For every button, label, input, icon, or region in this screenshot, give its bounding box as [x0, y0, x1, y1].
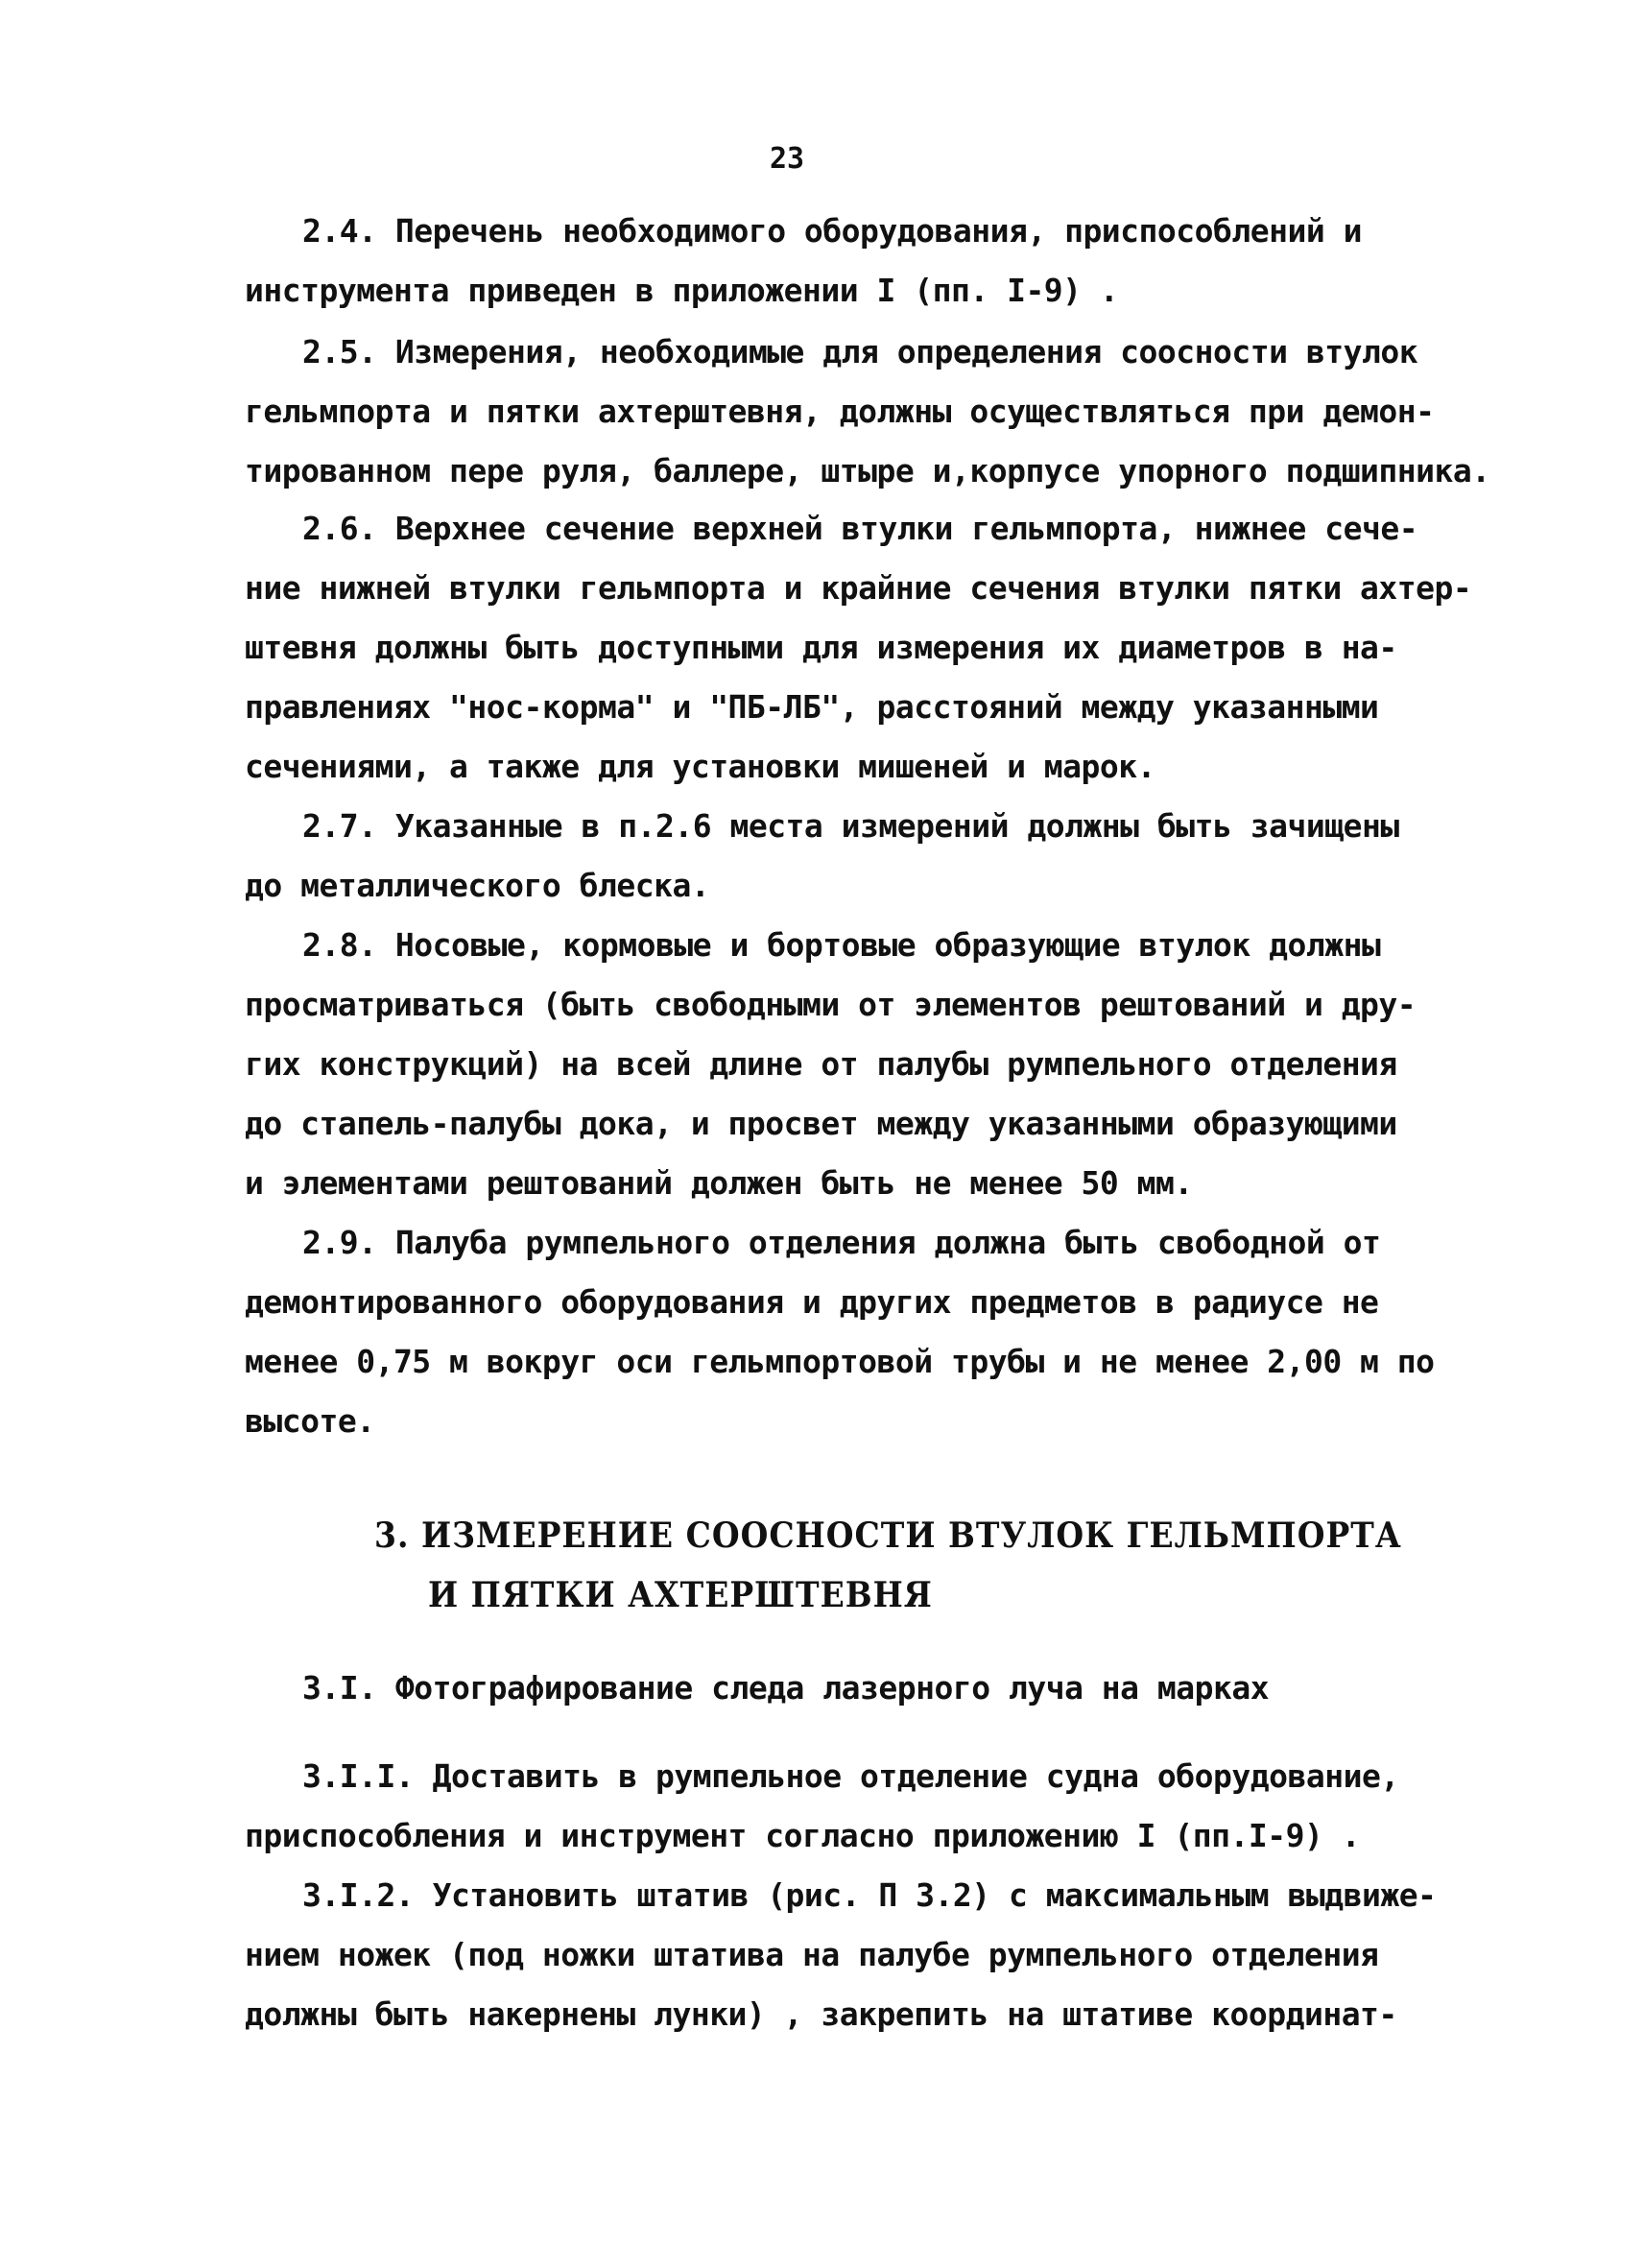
text-line: демонтированного оборудования и других предметов в радиусе не: [245, 1283, 1379, 1321]
paragraph-2-9: [245, 1213, 1454, 1451]
text-line: 3.I.I. Доставить в румпельное отделение судна оборудование,: [302, 1757, 1399, 1795]
text-line: просматриваться (быть свободными от элементов рештований и дру-: [245, 986, 1417, 1023]
text-line: гельмпорта и пятки ахтерштевня, должны осуществляться при демон-: [245, 393, 1435, 430]
text-line: штевня должны быть доступными для измерения их диаметров в на-: [245, 629, 1397, 666]
text-line: 2.4. Перечень необходимого оборудования, приспособлений и: [302, 212, 1362, 250]
subsection-title: 3.I. Фотографирование следа лазерного луча на марках: [302, 1669, 1270, 1707]
text-line: и элементами рештований должен быть не менее 50 мм.: [245, 1164, 1193, 1202]
text-line: 2.6. Верхнее сечение верхней втулки гельмпорта, нижнее сече-: [302, 510, 1418, 547]
text-line: приспособления и инструмент согласно приложению I (пп.I-9) .: [245, 1817, 1361, 1854]
text-line: 2.8. Носовые, кормовые и бортовые образующие втулок должны: [302, 926, 1381, 964]
text-line: 2.9. Палуба румпельного отделения должна быть свободной от: [302, 1224, 1381, 1261]
text-line: до стапель-палубы дока, и просвет между указанными образующими: [245, 1105, 1397, 1142]
paragraph-2-5: [245, 322, 1490, 501]
text-line: менее 0,75 м вокруг оси гельмпортовой трубы и не менее 2,00 м по: [245, 1343, 1435, 1380]
paragraph-2-6: [245, 499, 1472, 797]
text-line: 2.7. Указанные в п.2.6 места измерений должны быть зачищены: [302, 807, 1399, 845]
text-line: высоте.: [245, 1402, 375, 1440]
text-line: правлениях "нос-корма" и "ПБ-ЛБ", расстояний между указанными: [245, 688, 1379, 726]
text-line: нием ножек (под ножки штатива на палубе румпельного отделения: [245, 1936, 1379, 1973]
text-line: должны быть накернены лунки) , закрепить на штативе координат-: [245, 1995, 1397, 2033]
text-line: 2.5. Измерения, необходимые для определения соосности втулок: [302, 333, 1418, 370]
text-line: до металлического блеска.: [245, 867, 710, 904]
paragraph-3-1-1: [245, 1747, 1454, 1866]
subsection-3-1: [245, 1659, 1454, 1718]
paragraph-2-4: [245, 202, 1454, 321]
paragraph-2-8: [245, 916, 1454, 1213]
text-line: 3.I.2. Установить штатив (рис. П 3.2) с максимальным выдвиже-: [302, 1876, 1437, 1914]
paragraph-3-1-2: [245, 1866, 1454, 2044]
text-line: тированном пере руля, баллере, штыре и,корпусе упорного подшипника.: [245, 452, 1490, 489]
text-line: сечениями, а также для установки мишеней и марок.: [245, 748, 1156, 785]
text-line: ние нижней втулки гельмпорта и крайние сечения втулки пятки ахтер-: [245, 569, 1472, 607]
page-number: 23: [769, 142, 805, 176]
section-heading-line-2: И ПЯТКИ АХТЕРШТЕВНЯ: [428, 1574, 933, 1615]
text-line: инструмента приведен в приложении I (пп. I-9) .: [245, 272, 1119, 309]
paragraph-2-7: [245, 797, 1454, 916]
section-heading-line-1: 3. ИЗМЕРЕНИЕ СООСНОСТИ ВТУЛОК ГЕЛЬМПОРТА: [374, 1515, 1402, 1556]
text-line: гих конструкций) на всей длине от палубы румпельного отделения: [245, 1045, 1397, 1083]
